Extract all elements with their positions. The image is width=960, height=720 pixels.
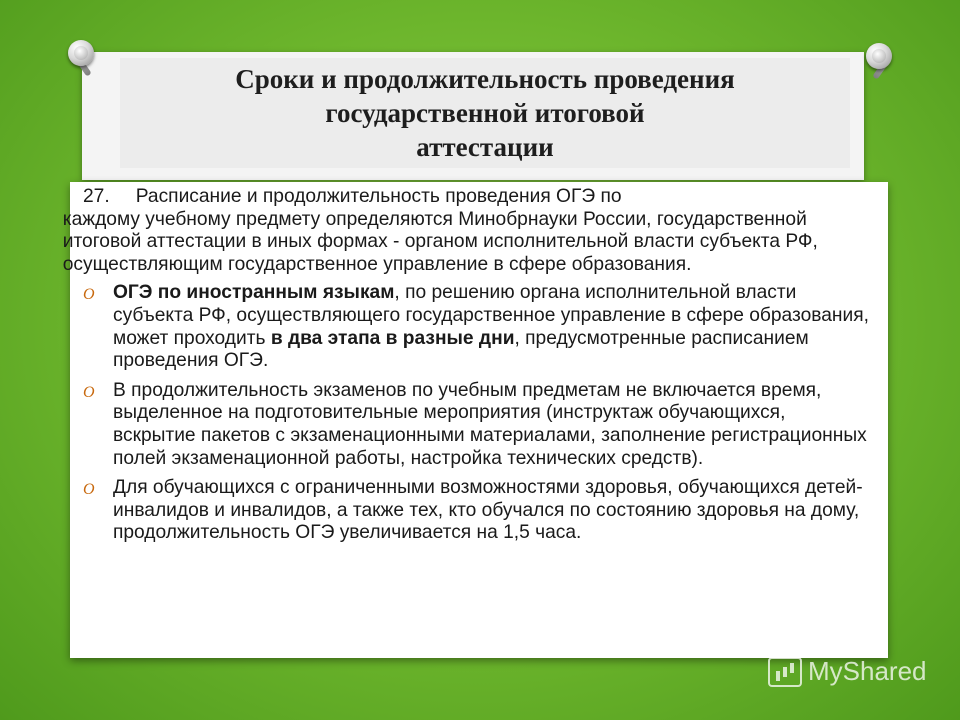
bullet-bold-phrase: в два этапа в разные дни — [270, 327, 515, 349]
pin-icon — [68, 40, 94, 66]
bullet-text: В продолжительность экзаменов по учебным предметам не включается время, выделенное на подготовительные мероприятия (инструктаж обучающихся, вскрытие пакетов с экзаменационными материалами, заполнение регистрационных полей экзаменационной работы, настройка технических средств). — [113, 379, 867, 469]
intro-rest: каждому учебному предмету определяются Минобрнауки России, государственной итоговой аттестации в иных формах - органом исполнительной власти субъекта РФ, осуществляющим государственное управление в сфере образования. — [62, 208, 818, 275]
bullet-text: Для обучающихся с ограниченными возможностями здоровья, обучающихся детей-инвалидов и инвалидов, а также тех, кто обучался по состоянию здоровья на дому, продолжительность ОГЭ увеличивается на 1,5 часа. — [113, 477, 863, 544]
bullet-text: , предусмотренные расписанием проведения ОГЭ. — [113, 327, 809, 372]
list-item — [83, 380, 873, 470]
intro-paragraph — [62, 186, 873, 276]
slide-title-line-2: государственной итоговой — [325, 98, 645, 128]
myshared-logo-icon — [768, 657, 802, 687]
slide-body — [62, 186, 873, 552]
slide-title-line-3: аттестации — [416, 132, 554, 162]
list-item — [83, 282, 873, 372]
slide-title — [120, 62, 850, 164]
slide-title-line-1: Сроки и продолжительность проведения — [235, 64, 735, 94]
list-item — [83, 477, 873, 545]
pin-icon — [866, 43, 892, 69]
watermark-text: MyShared — [808, 656, 927, 686]
bullet-bold-phrase: ОГЭ по иностранным языкам — [113, 282, 395, 304]
bullet-marker-icon: O — [83, 481, 95, 499]
bullet-text: , по решению органа исполнительной власти субъекта РФ, осуществляющего государственное управление в сфере образования, может проходить — [113, 282, 869, 349]
bullet-marker-icon: O — [83, 383, 95, 401]
myshared-watermark — [768, 656, 927, 687]
intro-first-line: Расписание и продолжительность проведения ОГЭ по — [135, 186, 622, 207]
bullet-marker-icon: O — [83, 286, 95, 304]
paragraph-number: 27. — [83, 186, 110, 207]
